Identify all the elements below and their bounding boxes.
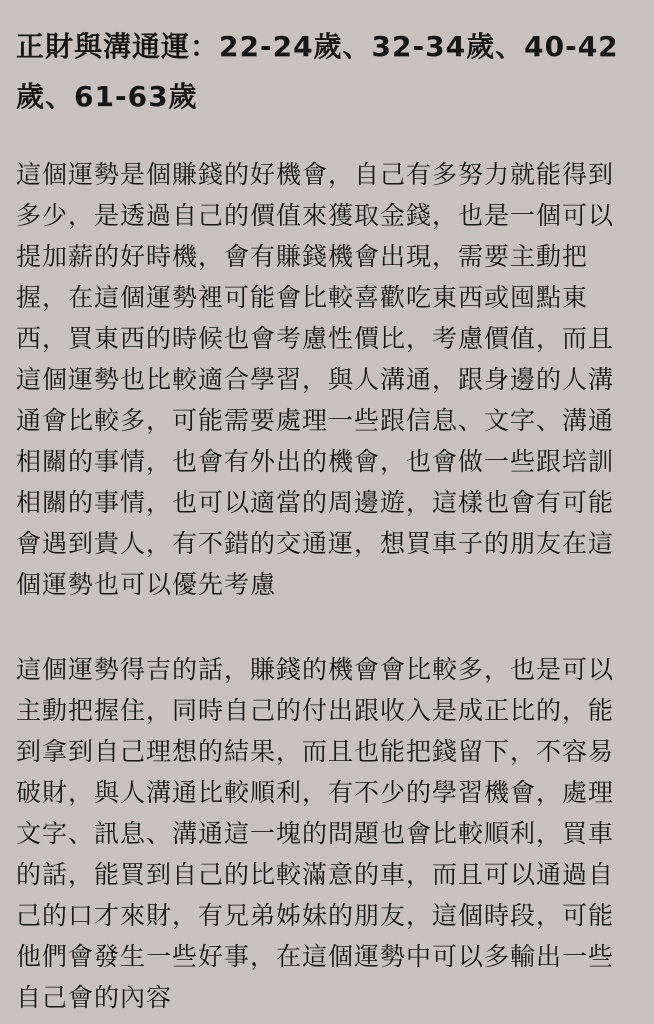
paragraph-good-fortune: 這個運勢得吉的話，賺錢的機會會比較多，也是可以主動把握住，同時自己的付出跟收入是成正比的，能到拿到自己理想的結果，而且也能把錢留下，不容易破財，與人溝通比較順利，有不少的學習機會，處理文字、訊息、溝通這一塊的問題也會比較順利，買車的話，能買到自己的比較滿意的車，而且可以通過自己的口才來財，有兄弟姊妹的朋友，這個時段，可能他們會發生一些好事，在這個運勢中可以多輸出一些自己會的內容: [16, 655, 615, 1012]
paragraph-wealth-and-communication: 這個運勢是個賺錢的好機會，自己有多努力就能得到多少，是透過自己的價值來獲取金錢，也是一個可以提加薪的好時機，會有賺錢機會出現，需要主動把握，在這個運勢裡可能會比較喜歡吃東西或囤點東西，買東西的時候也會考慮性價比，考慮價值，而且這個運勢也比較適合學習，與人溝通，跟身邊的人溝通會比較多，可能需要處理一些跟信息、文字、溝通相關的事情，也會有外出的機會，也會做一些跟培訓相關的事情，也可以適當的周邊遊，這樣也會有可能會遇到貴人，有不錯的交通運，想買車子的朋友在這個運勢也可以優先考慮: [16, 160, 615, 599]
article-heading: 正財與溝通運：22-24歲、32-34歲、40-42歲、61-63歲: [16, 30, 619, 113]
